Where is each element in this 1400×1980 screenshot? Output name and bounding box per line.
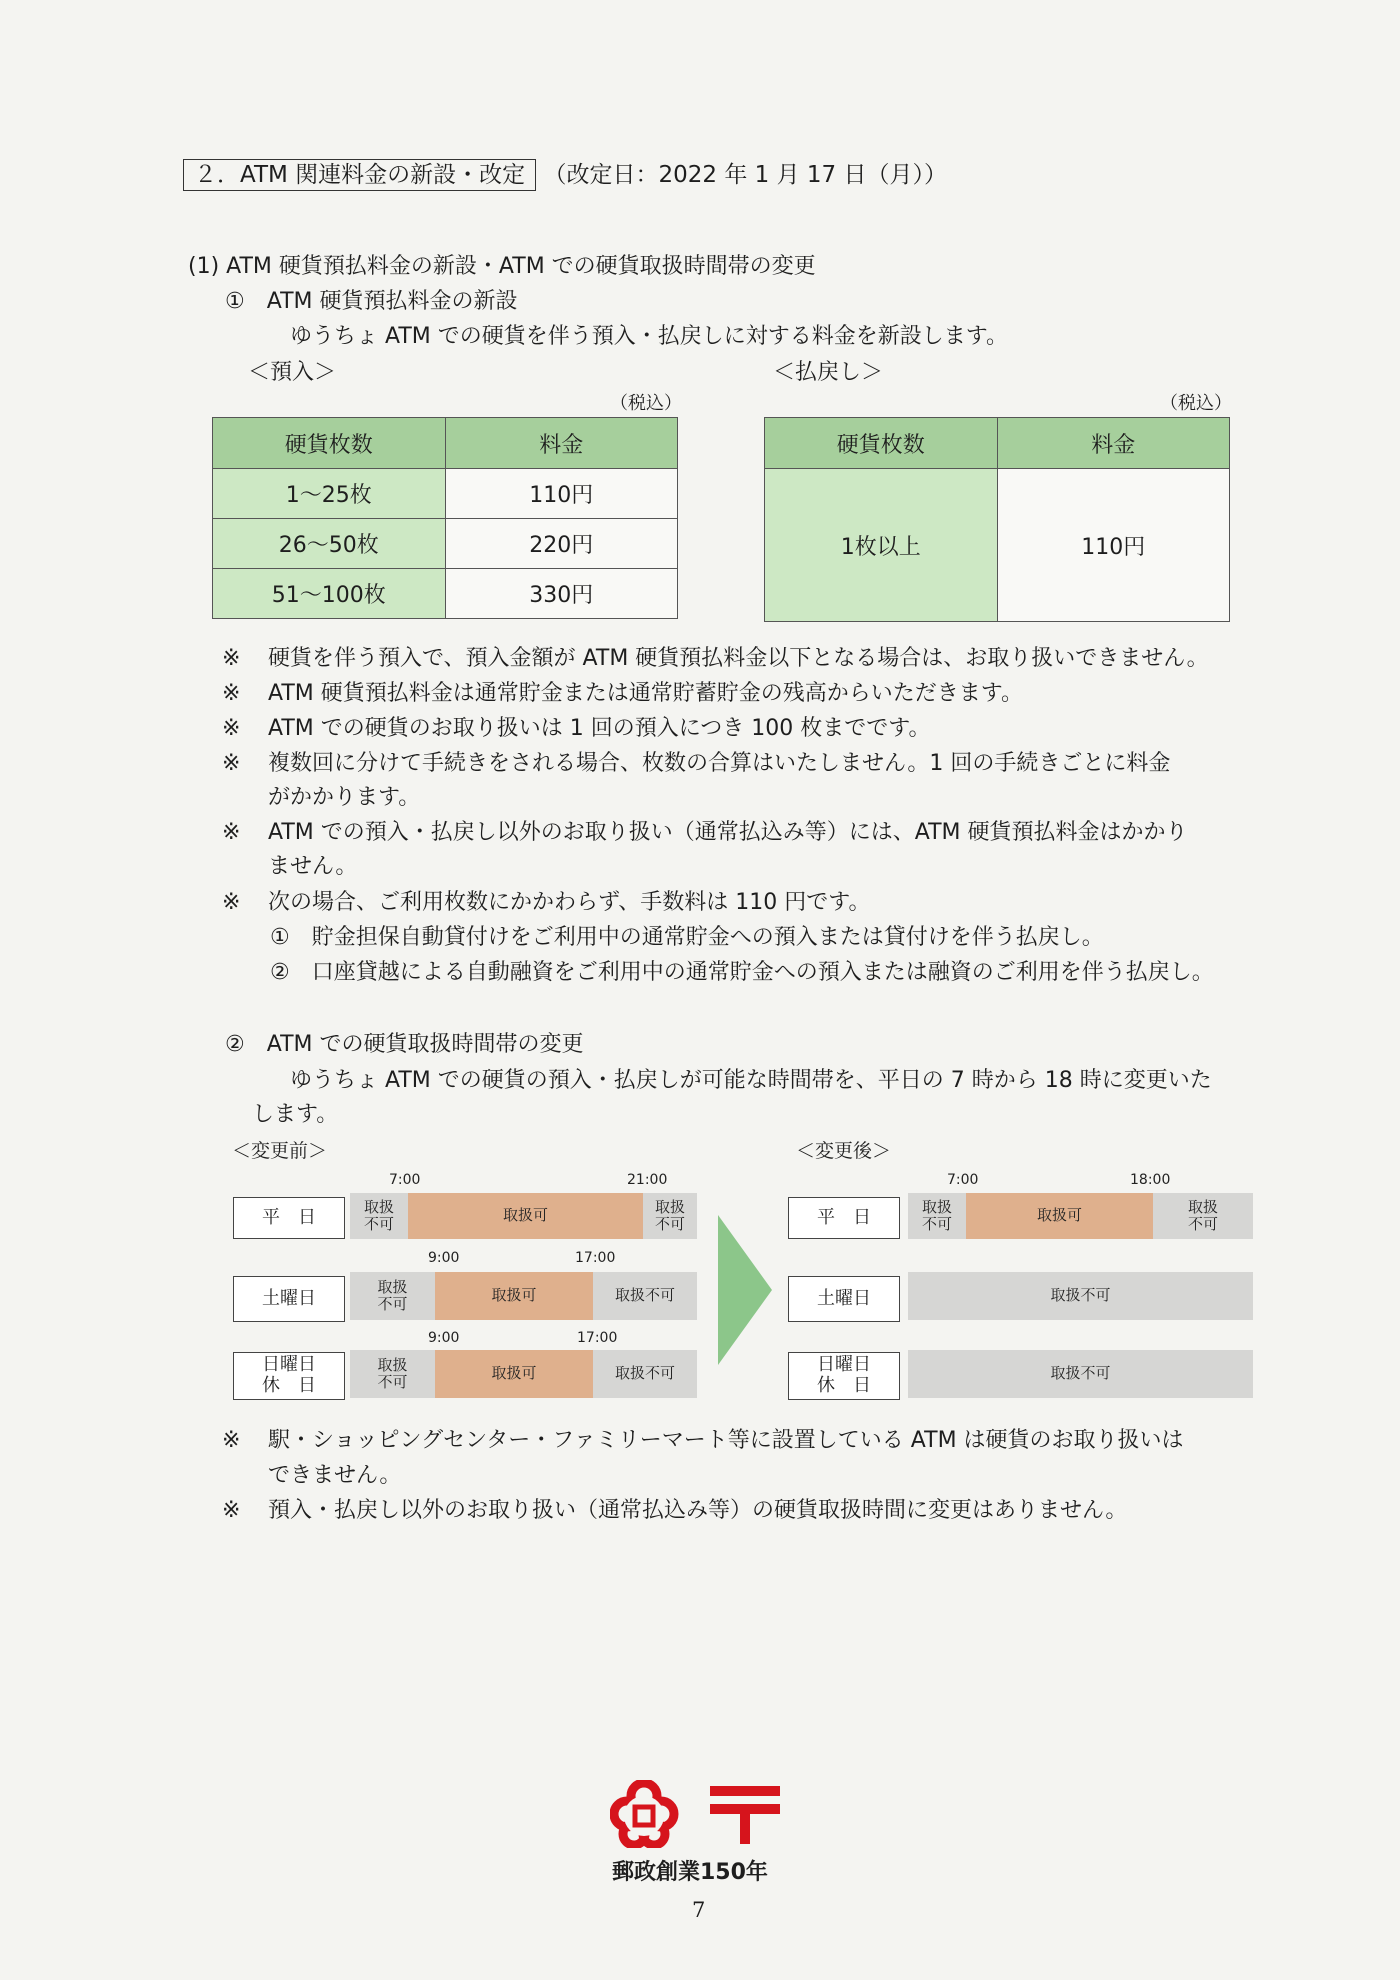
before-label: ＜変更前＞ [232,1140,328,1162]
revision-date: （改定日：2022 年 1 月 17 日（月）） [543,162,947,188]
day-label-sunday-holiday: 日曜日 休 日 [233,1352,345,1400]
segment-unavailable: 取扱 不可 [908,1193,966,1239]
section-title: ２．ATM 関連料金の新設・改定 [183,159,536,191]
segment-unavailable: 取扱不可 [908,1350,1253,1398]
table-header-row [213,418,678,469]
note-line: 複数回に分けて手続きをされる場合、枚数の合算はいたしません。1 回の手続きごとに料金 [268,751,1171,776]
after-label: ＜変更後＞ [796,1140,892,1162]
header-coin-count: 硬貨枚数 [213,418,446,469]
note-mark: ※ [222,716,241,741]
time-label: 18:00 [1130,1172,1171,1188]
deposit-fee-table [212,417,678,619]
time-label: 17:00 [577,1330,618,1346]
time-label: 9:00 [428,1330,460,1346]
note-mark: ※ [222,1428,241,1453]
note-line: ATM での硬貨のお取り扱いは 1 回の預入につき 100 枚までです。 [268,716,931,741]
segment-unavailable: 取扱不可 [593,1350,697,1398]
note-line: 次の場合、ご利用枚数にかかわらず、手数料は 110 円です。 [268,890,871,915]
section-heading [183,162,947,190]
time-label: 7:00 [947,1172,979,1188]
footer-logo-text: 郵政創業150年 [612,1860,768,1885]
segment-unavailable: 取扱 不可 [1153,1193,1253,1239]
day-label-weekday: 平 日 [233,1197,345,1239]
segment-unavailable: 取扱不可 [908,1272,1253,1320]
segment-available: 取扱可 [435,1272,593,1320]
note-line: 駅・ショッピングセンター・ファミリーマート等に設置している ATM は硬貨のお取り扱いは [268,1428,1184,1453]
japan-post-logo [610,1780,790,1848]
segment-unavailable: 取扱不可 [593,1272,697,1320]
withdraw-fee-table [764,417,1230,622]
header-fee: 料金 [997,418,1230,469]
coin-count-cell: 51～100枚 [213,569,446,619]
subsection-title: (1) ATM 硬貨預払料金の新設・ATM での硬貨取扱時間帯の変更 [188,254,816,279]
withdraw-tax-note: （税込） [1160,393,1232,414]
day-label-saturday: 土曜日 [788,1276,900,1322]
item1-title: ① ATM 硬貨預払料金の新設 [225,289,518,314]
day-label-weekday: 平 日 [788,1197,900,1239]
case-item: ② 口座貸越による自動融資をご利用中の通常貯金への預入または融資のご利用を伴う払戻し。 [270,960,1214,985]
note-line: 預入・払戻し以外のお取り扱い（通常払込み等）の硬貨取扱時間に変更はありません。 [268,1498,1128,1523]
deposit-tax-note: （税込） [610,393,682,414]
fee-cell: 330円 [445,569,678,619]
item1-body: ゆうちょ ATM での硬貨を伴う預入・払戻しに対する料金を新設します。 [290,324,1008,349]
table-row [213,569,678,619]
item2-title: ② ATM での硬貨取扱時間帯の変更 [225,1032,584,1057]
note-mark: ※ [222,751,241,776]
note-line: ATM 硬貨預払料金は通常貯金または通常貯蓄貯金の残高からいただきます。 [268,681,1023,706]
table-header-row [765,418,1230,469]
coin-count-cell: 26～50枚 [213,519,446,569]
segment-unavailable: 取扱 不可 [350,1350,435,1398]
segment-available: 取扱可 [435,1350,593,1398]
note-mark: ※ [222,646,241,671]
note-mark: ※ [222,681,241,706]
header-fee: 料金 [445,418,678,469]
segment-unavailable: 取扱 不可 [350,1272,435,1320]
table-row [213,519,678,569]
segment-available: 取扱可 [966,1193,1153,1239]
note-line-continued: できません。 [268,1463,402,1488]
time-label: 7:00 [389,1172,421,1188]
table-row [213,469,678,519]
segment-available: 取扱可 [408,1193,643,1239]
coin-count-cell: 1～25枚 [213,469,446,519]
withdraw-label: ＜払戻し＞ [773,360,884,385]
time-label: 9:00 [428,1250,460,1266]
note-line-continued: ません。 [268,854,358,879]
table-row [765,469,1230,622]
fee-cell: 220円 [445,519,678,569]
item2-body-line1: ゆうちょ ATM での硬貨の預入・払戻しが可能な時間帯を、平日の 7 時から 18 時に変更いた [290,1068,1212,1093]
note-line: ATM での預入・払戻し以外のお取り扱い（通常払込み等）には、ATM 硬貨預払料金はかかり [268,820,1188,845]
right-arrow-icon [718,1215,772,1365]
note-mark: ※ [222,890,241,915]
time-label: 17:00 [575,1250,616,1266]
deposit-label: ＜預入＞ [248,360,337,385]
day-label-sunday-holiday: 日曜日 休 日 [788,1352,900,1400]
header-coin-count: 硬貨枚数 [765,418,998,469]
note-mark: ※ [222,820,241,845]
segment-unavailable: 取扱 不可 [350,1193,408,1239]
fee-cell: 110円 [997,469,1230,622]
segment-unavailable: 取扱 不可 [643,1193,697,1239]
case-item: ① 貯金担保自動貸付けをご利用中の通常貯金への預入または貸付けを伴う払戻し。 [270,925,1104,950]
coin-count-cell: 1枚以上 [765,469,998,622]
day-label-saturday: 土曜日 [233,1276,345,1322]
note-line: 硬貨を伴う預入で、預入金額が ATM 硬貨預払料金以下となる場合は、お取り扱いできません。 [268,646,1209,671]
page-number: 7 [692,1898,706,1922]
note-mark: ※ [222,1498,241,1523]
time-label: 21:00 [627,1172,668,1188]
item2-body-line2: します。 [252,1102,339,1127]
note-line-continued: がかかります。 [268,785,421,810]
fee-cell: 110円 [445,469,678,519]
